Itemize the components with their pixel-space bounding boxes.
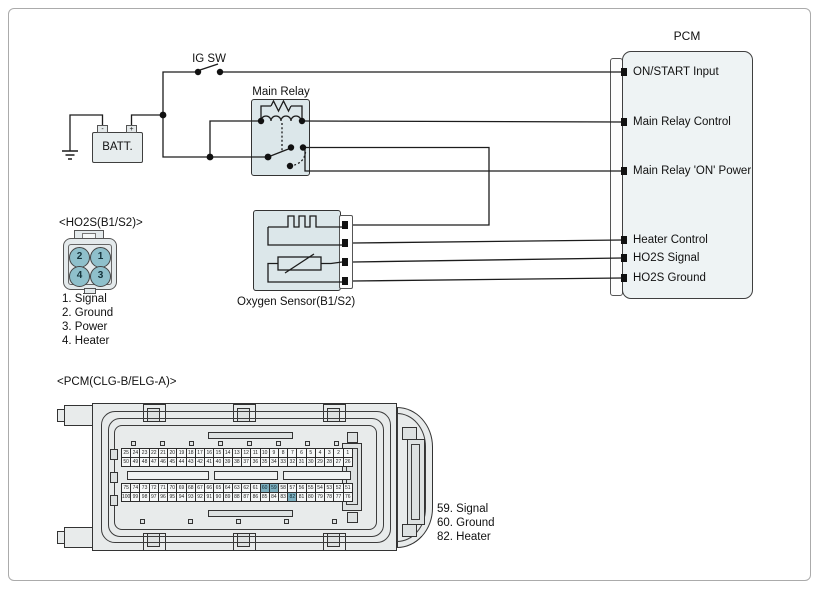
pin-cell-33: 33 xyxy=(278,457,288,467)
pin-cell-10: 10 xyxy=(260,448,270,458)
pcm-connector-tick xyxy=(131,441,136,446)
pcm-connector-tick xyxy=(247,441,252,446)
pcm-connector-tick xyxy=(276,441,281,446)
pin-cell-37: 37 xyxy=(241,457,251,467)
pin-cell-53: 53 xyxy=(324,483,334,493)
pin-cell-87: 87 xyxy=(241,492,251,502)
pcm-pin-label: Heater Control xyxy=(633,234,708,246)
pin-cell-99: 99 xyxy=(130,492,140,502)
pin-cell-52: 52 xyxy=(333,483,343,493)
pin-cell-39: 39 xyxy=(223,457,233,467)
pin-cell-61: 61 xyxy=(250,483,260,493)
pin-cell-27: 27 xyxy=(333,457,343,467)
pin-cell-16: 16 xyxy=(204,448,214,458)
pin-cell-97: 97 xyxy=(149,492,159,502)
pin-cell-57: 57 xyxy=(287,483,297,493)
pcm-connector-divider-segment xyxy=(127,471,209,480)
pin-cell-92: 92 xyxy=(195,492,205,502)
pin-cell-93: 93 xyxy=(186,492,196,502)
pcm-pin xyxy=(621,68,627,76)
pcm-connector-legend-item: 60. Ground xyxy=(437,517,495,529)
pin-cell-75: 75 xyxy=(121,483,131,493)
pcm-pin-label: HO2S Ground xyxy=(633,272,706,284)
pin-cell-80: 80 xyxy=(306,492,316,502)
pin-block xyxy=(121,448,353,467)
pcm-title: PCM xyxy=(673,29,701,43)
pin-cell-22: 22 xyxy=(149,448,159,458)
pin-cell-25: 25 xyxy=(121,448,131,458)
pin-cell-79: 79 xyxy=(315,492,325,502)
pin-cell-73: 73 xyxy=(139,483,149,493)
pcm-connector-latch-tab xyxy=(347,512,358,523)
pin-cell-70: 70 xyxy=(167,483,177,493)
battery-label: BATT. xyxy=(102,141,133,153)
pin-cell-4: 4 xyxy=(315,448,325,458)
pin-cell-29: 29 xyxy=(315,457,325,467)
pin-cell-32: 32 xyxy=(287,457,297,467)
pin-cell-20: 20 xyxy=(167,448,177,458)
pin-cell-62: 62 xyxy=(241,483,251,493)
pcm-pin xyxy=(621,118,627,126)
pcm-connector-right-tab xyxy=(402,524,417,537)
pin-cell-12: 12 xyxy=(241,448,251,458)
pin-cell-94: 94 xyxy=(176,492,186,502)
pin-cell-2: 2 xyxy=(333,448,343,458)
pin-cell-98: 98 xyxy=(139,492,149,502)
pin-cell-43: 43 xyxy=(186,457,196,467)
sensor-pin xyxy=(342,277,348,285)
pin-cell-85: 85 xyxy=(260,492,270,502)
ho2s-pin-circle: 3 xyxy=(90,266,111,287)
pin-cell-41: 41 xyxy=(204,457,214,467)
pcm-connector-left-stub xyxy=(64,405,93,426)
pin-cell-38: 38 xyxy=(232,457,242,467)
pin-cell-63: 63 xyxy=(232,483,242,493)
pcm-connector-divider-segment xyxy=(214,471,278,480)
pin-row xyxy=(121,457,353,467)
pcm-connector-tick xyxy=(188,519,193,524)
pin-cell-96: 96 xyxy=(158,492,168,502)
pin-cell-36: 36 xyxy=(250,457,260,467)
pin-cell-26: 26 xyxy=(343,457,353,467)
pin-cell-45: 45 xyxy=(167,457,177,467)
pin-cell-55: 55 xyxy=(306,483,316,493)
pin-cell-1: 1 xyxy=(343,448,353,458)
pin-cell-64: 64 xyxy=(223,483,233,493)
pin-cell-30: 30 xyxy=(306,457,316,467)
main-relay-box xyxy=(251,99,310,176)
pcm-connector-tick xyxy=(284,519,289,524)
pin-cell-82: 82 xyxy=(287,492,297,502)
battery-plus-terminal: + xyxy=(126,125,137,133)
pcm-pin-label: Main Relay Control xyxy=(633,116,731,128)
pcm-pin-label: Main Relay 'ON' Power xyxy=(633,165,752,177)
pcm-connector-bottom-bar xyxy=(208,510,293,517)
pcm-pin xyxy=(621,254,627,262)
pin-cell-90: 90 xyxy=(213,492,223,502)
pcm-pin-label: HO2S Signal xyxy=(633,252,700,264)
oxygen-sensor-label: Oxygen Sensor(B1/S2) xyxy=(237,296,356,308)
pcm-connector-latch-tab xyxy=(347,432,358,443)
pcm-connector-tick xyxy=(160,441,165,446)
pcm-connector-tick xyxy=(236,519,241,524)
pcm-connector-legend-item: 82. Heater xyxy=(437,531,491,543)
pin-cell-83: 83 xyxy=(278,492,288,502)
pin-cell-100: 100 xyxy=(122,494,131,500)
pin-cell-24: 24 xyxy=(130,448,140,458)
pcm-connector-left-stub xyxy=(64,527,93,548)
ho2s-pin-circle: 4 xyxy=(69,266,90,287)
pcm-connector-left-nub xyxy=(110,449,118,460)
pin-cell-78: 78 xyxy=(324,492,334,502)
pcm-connector-tick xyxy=(334,441,339,446)
pcm-connector-tick xyxy=(140,519,145,524)
pin-cell-48: 48 xyxy=(139,457,149,467)
pin-cell-59: 59 xyxy=(269,483,279,493)
pcm-pin xyxy=(621,236,627,244)
pin-cell-76: 76 xyxy=(343,492,353,502)
pin-cell-77: 77 xyxy=(333,492,343,502)
ho2s-pin-circle: 1 xyxy=(90,247,111,268)
pin-cell-58: 58 xyxy=(278,483,288,493)
ho2s-pin-circle: 2 xyxy=(69,247,90,268)
pin-cell-35: 35 xyxy=(260,457,270,467)
pcm-connector-left-nub xyxy=(110,495,118,506)
ho2s-legend-item: 1. Signal xyxy=(62,293,107,305)
pin-cell-9: 9 xyxy=(269,448,279,458)
pin-cell-69: 69 xyxy=(176,483,186,493)
pcm-connector-tick xyxy=(305,441,310,446)
pin-cell-89: 89 xyxy=(223,492,233,502)
pin-cell-51: 51 xyxy=(343,483,353,493)
pin-cell-34: 34 xyxy=(269,457,279,467)
pin-cell-91: 91 xyxy=(204,492,214,502)
oxygen-sensor-box xyxy=(253,210,341,291)
pin-cell-71: 71 xyxy=(158,483,168,493)
ho2s-legend-item: 2. Ground xyxy=(62,307,114,319)
pin-cell-19: 19 xyxy=(176,448,186,458)
pin-cell-23: 23 xyxy=(139,448,149,458)
pcm-connector-legend-item: 59. Signal xyxy=(437,503,489,515)
pin-cell-17: 17 xyxy=(195,448,205,458)
pin-cell-88: 88 xyxy=(232,492,242,502)
pin-cell-15: 15 xyxy=(213,448,223,458)
pin-cell-50: 50 xyxy=(121,457,131,467)
pin-cell-28: 28 xyxy=(324,457,334,467)
pin-cell-42: 42 xyxy=(195,457,205,467)
pin-cell-7: 7 xyxy=(287,448,297,458)
pin-cell-6: 6 xyxy=(296,448,306,458)
pin-cell-3: 3 xyxy=(324,448,334,458)
pin-cell-11: 11 xyxy=(250,448,260,458)
pin-cell-65: 65 xyxy=(213,483,223,493)
pin-cell-60: 60 xyxy=(260,483,270,493)
ho2s-legend-item: 3. Power xyxy=(62,321,108,333)
pin-cell-95: 95 xyxy=(167,492,177,502)
pin-cell-8: 8 xyxy=(278,448,288,458)
pcm-pin-label: ON/START Input xyxy=(633,66,719,78)
pin-cell-66: 66 xyxy=(204,483,214,493)
pcm-connector-title: <PCM(CLG-B/ELG-A)> xyxy=(57,376,177,388)
pin-cell-40: 40 xyxy=(213,457,223,467)
pcm-connector-top-bar xyxy=(208,432,293,439)
pin-cell-81: 81 xyxy=(296,492,306,502)
pin-cell-18: 18 xyxy=(186,448,196,458)
pcm-connector-divider-segment xyxy=(283,471,351,480)
pin-cell-5: 5 xyxy=(306,448,316,458)
pin-cell-56: 56 xyxy=(296,483,306,493)
sensor-pin xyxy=(342,239,348,247)
pin-cell-13: 13 xyxy=(232,448,242,458)
pin-block xyxy=(121,483,353,502)
pin-cell-54: 54 xyxy=(315,483,325,493)
sensor-pin xyxy=(342,258,348,266)
sensor-pin xyxy=(342,221,348,229)
pin-cell-21: 21 xyxy=(158,448,168,458)
pcm-connector-tick xyxy=(189,441,194,446)
pcm-pin xyxy=(621,167,627,175)
pin-cell-84: 84 xyxy=(269,492,279,502)
pin-cell-44: 44 xyxy=(176,457,186,467)
ho2s-legend-item: 4. Heater xyxy=(62,335,110,347)
pin-cell-86: 86 xyxy=(250,492,260,502)
pin-row xyxy=(121,492,353,502)
pin-cell-47: 47 xyxy=(149,457,159,467)
pcm-connector-tick xyxy=(218,441,223,446)
pin-cell-14: 14 xyxy=(223,448,233,458)
battery-minus-terminal: - xyxy=(97,125,108,133)
pin-cell-46: 46 xyxy=(158,457,168,467)
main-relay-label: Main Relay xyxy=(252,86,310,98)
pin-cell-68: 68 xyxy=(186,483,196,493)
pcm-connector-tick xyxy=(332,519,337,524)
pin-cell-72: 72 xyxy=(149,483,159,493)
pin-cell-67: 67 xyxy=(195,483,205,493)
pcm-pin xyxy=(621,274,627,282)
pin-cell-31: 31 xyxy=(296,457,306,467)
pin-cell-49: 49 xyxy=(130,457,140,467)
pcm-connector-left-nub xyxy=(110,472,118,483)
ig-switch-label: IG SW xyxy=(192,53,226,65)
ho2s-connector-title: <HO2S(B1/S2)> xyxy=(59,217,143,229)
pcm-connector-right-stack-inner xyxy=(411,444,420,520)
pin-cell-74: 74 xyxy=(130,483,140,493)
